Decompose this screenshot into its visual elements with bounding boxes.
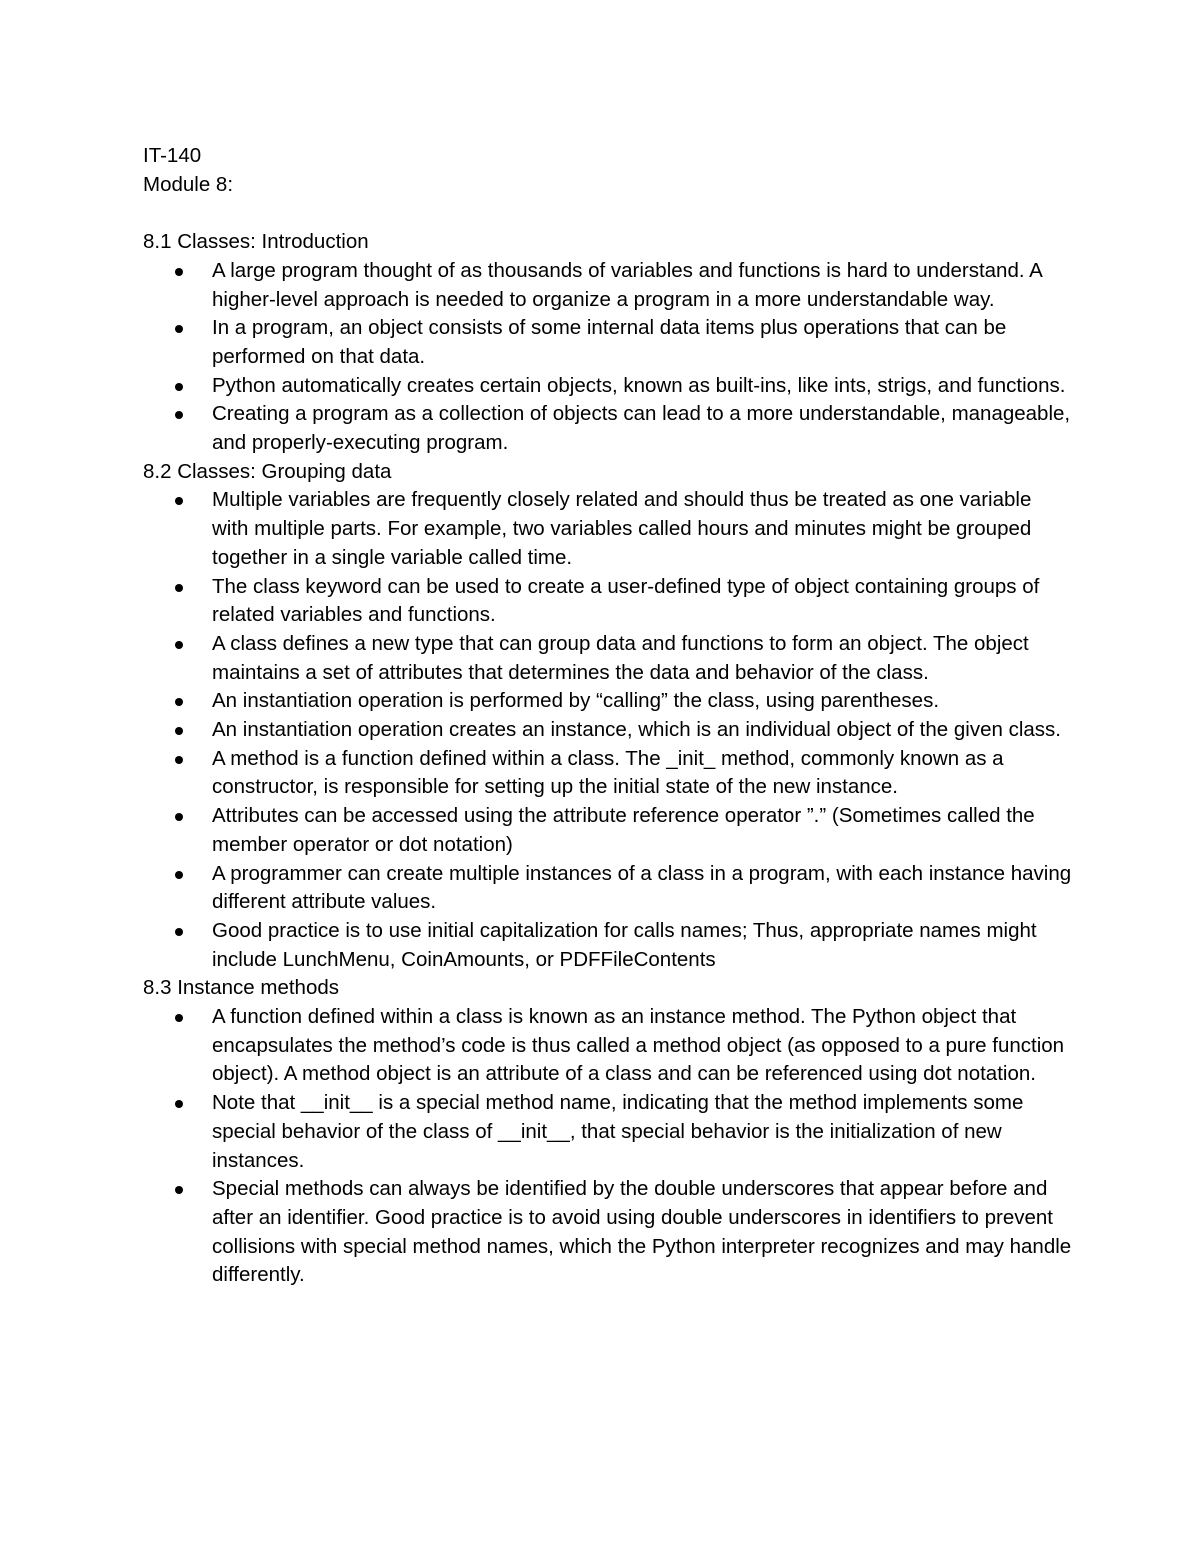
section-8-3 bbox=[143, 974, 1073, 1290]
list-item-text: A programmer can create multiple instances of a class in a program, with each instance having different attribute values. bbox=[212, 861, 1072, 914]
bullet-icon bbox=[175, 497, 183, 505]
list-item-text: A method is a function defined within a class. The _init_ method, commonly known as a constructor, is responsible for setting up the initial state of the new instance. bbox=[212, 746, 1004, 799]
list-item bbox=[143, 687, 1073, 716]
list-item bbox=[143, 314, 1073, 371]
bullet-icon bbox=[175, 928, 183, 936]
bullet-icon bbox=[175, 698, 183, 706]
bullet-icon bbox=[175, 383, 183, 391]
blank-line bbox=[143, 199, 1073, 228]
bullet-icon bbox=[175, 871, 183, 879]
section-heading: 8.3 Instance methods bbox=[143, 976, 340, 1000]
list-item-text: Multiple variables are frequently closely related and should thus be treated as one variable with multiple parts. For example, two variables called hours and minutes might be grouped together in a single variable called time. bbox=[212, 488, 1032, 569]
course-code: IT-140 bbox=[143, 144, 202, 167]
list-item bbox=[143, 745, 1073, 802]
list-item bbox=[143, 257, 1073, 314]
list-item bbox=[143, 486, 1073, 572]
bullet-icon bbox=[175, 268, 183, 276]
bullet-icon bbox=[175, 1014, 183, 1022]
list-item-text: Note that __init__ is a special method name, indicating that the method implements some special behavior of the class of __init__, that special behavior is the initialization of new instances. bbox=[212, 1091, 1024, 1172]
list-item bbox=[143, 400, 1073, 457]
list-item-text: A large program thought of as thousands of variables and functions is hard to understand. A higher-level approach is needed to organize a program in a more understandable way. bbox=[212, 258, 1042, 311]
section-heading: 8.2 Classes: Grouping data bbox=[143, 459, 392, 483]
list-item bbox=[143, 802, 1073, 859]
list-item bbox=[143, 1003, 1073, 1089]
bullet-icon bbox=[175, 727, 183, 735]
list-item-text: An instantiation operation creates an instance, which is an individual object of the given class. bbox=[212, 718, 1061, 742]
list-item bbox=[143, 1175, 1073, 1290]
list-item-text: A function defined within a class is known as an instance method. The Python object that encapsulates the method’s code is thus called a method object (as opposed to a pure function object). A method object is an attribute of a class and can be referenced using dot notation. bbox=[212, 1005, 1065, 1086]
list-item-text: The class keyword can be used to create a user-defined type of object containing groups of related variables and functions. bbox=[212, 574, 1040, 627]
list-item-text: Special methods can always be identified by the double underscores that appear before and after an identifier. Good practice is to avoid using double underscores in identifiers to prevent collisions with special method names, which the Python interpreter recognizes and may handle differently. bbox=[212, 1177, 1072, 1287]
list-item-text: Attributes can be accessed using the attribute reference operator ”.” (Sometimes called the member operator or dot notation) bbox=[212, 804, 1035, 856]
list-item-text: In a program, an object consists of some internal data items plus operations that can be performed on that data. bbox=[212, 316, 1007, 368]
list-item bbox=[143, 860, 1073, 917]
list-item bbox=[143, 917, 1073, 974]
bullet-icon bbox=[175, 756, 183, 764]
module-title: Module 8: bbox=[143, 172, 234, 196]
bullet-icon bbox=[175, 1186, 183, 1194]
bullet-icon bbox=[175, 813, 183, 821]
bullet-icon bbox=[175, 325, 183, 333]
list-item bbox=[143, 372, 1073, 401]
bullet-icon bbox=[175, 411, 183, 419]
list-item bbox=[143, 573, 1073, 630]
list-item-text: An instantiation operation is performed by “calling” the class, using parentheses. bbox=[212, 689, 940, 713]
bullet-list bbox=[143, 1003, 1073, 1290]
list-item bbox=[143, 1089, 1073, 1175]
list-item-text: Creating a program as a collection of objects can lead to a more understandable, manageable, and properly-executing program. bbox=[212, 402, 1071, 455]
bullet-icon bbox=[175, 1100, 183, 1108]
list-item bbox=[143, 630, 1073, 687]
section-8-1 bbox=[143, 228, 1073, 458]
bullet-icon bbox=[175, 584, 183, 592]
list-item-text: Good practice is to use initial capitalization for calls names; Thus, appropriate names might include LunchMenu, CoinAmounts, or PDFFileContents bbox=[212, 918, 1037, 971]
bullet-icon bbox=[175, 641, 183, 649]
bullet-list bbox=[143, 486, 1073, 974]
list-item-text: A class defines a new type that can group data and functions to form an object. The object maintains a set of attributes that determines the data and behavior of the class. bbox=[212, 631, 1029, 684]
bullet-list bbox=[143, 257, 1073, 458]
list-item bbox=[143, 716, 1073, 745]
section-8-2 bbox=[143, 458, 1073, 975]
document-body bbox=[143, 142, 1073, 1290]
list-item-text: Python automatically creates certain objects, known as built-ins, like ints, strigs, and functions. bbox=[212, 373, 1066, 397]
section-heading: 8.1 Classes: Introduction bbox=[143, 230, 369, 254]
